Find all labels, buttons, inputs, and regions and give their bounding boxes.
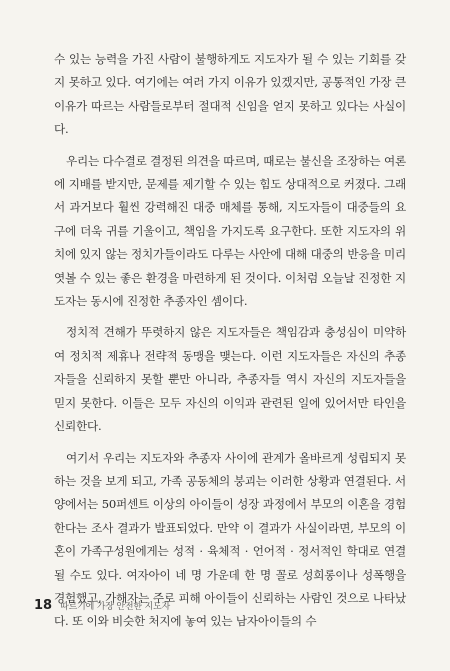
running-title: 따르기에 가장 안전한 지도자: [60, 602, 171, 612]
paragraph: 우리는 다수결로 결정된 의견을 따르며, 때로는 불신을 조장하는 여론에 지배를 받지만, 문제를 제기할 수 있는 힘도 상대적으로 커졌다. 그래서 과거보다 훨씬 강력해진 대중 매체를 통해, 지도자들이 대중들의 요구에 더욱 귀를 기울이고, 책임을 가지도록 요구한다. 또한 지도자의 위치에 있지 않는 정치가들이라도 다루는 사안에 대해 대중의 반응을 미리 엿볼 수 있는 좋은 환경을 마련하게 된 것이다. 이처럼 오늘날 진정한 지도자는 동시에 진정한 추종자인 셈이다.: [54, 153, 406, 309]
paragraph: 여기서 우리는 지도자와 추종자 사이에 관계가 올바르게 성립되지 못하는 것을 보게 되고, 가족 공동체의 붕괴는 이러한 상황과 연결된다. 서양에서는 50퍼센트 이상의 아이들이 성장 과정에서 부모의 이혼을 경험한다는 조사 결과가 발표되었다. 만약 이 결과가 사실이라면, 부모의 이혼이 가족구성원에게는 성적 · 육체적 · 언어적 · 정서적인 학대로 연결될 수도 있다. 여자아이 네 명 가운데 한 명 꼴로 성희롱이나 성폭행을 경험했고, 가해자는 주로 피해 아이들이 신뢰하는 사람인 것으로 나타났다. 또 이와 비슷한 처지에 놓여 있는 남자아이들의 수: [54, 450, 406, 629]
paragraph: 정치적 견해가 뚜렷하지 않은 지도자들은 책임감과 충성심이 미약하여 정치적 제휴나 전략적 동맹을 맺는다. 이런 지도자들은 자신의 추종자들을 신뢰하지 못할 뿐만 아니라, 추종자들 역시 자신의 지도자들을 믿지 못한다. 이들은 모두 자신의 이익과 관련된 일에 있어서만 타인을 신뢰한다.: [54, 325, 406, 434]
page-footer: [34, 598, 170, 613]
paragraph-continued: 수 있는 능력을 가진 사람이 불행하게도 지도자가 될 수 있는 기회를 갖지 못하고 있다. 여기에는 여러 가지 이유가 있겠지만, 공통적인 가장 큰 이유가 따르는 사람들로부터 절대적 신임을 얻지 못하고 있다는 사실이다.: [54, 52, 406, 137]
page-number: 18: [34, 598, 53, 613]
body-text: [54, 48, 406, 634]
